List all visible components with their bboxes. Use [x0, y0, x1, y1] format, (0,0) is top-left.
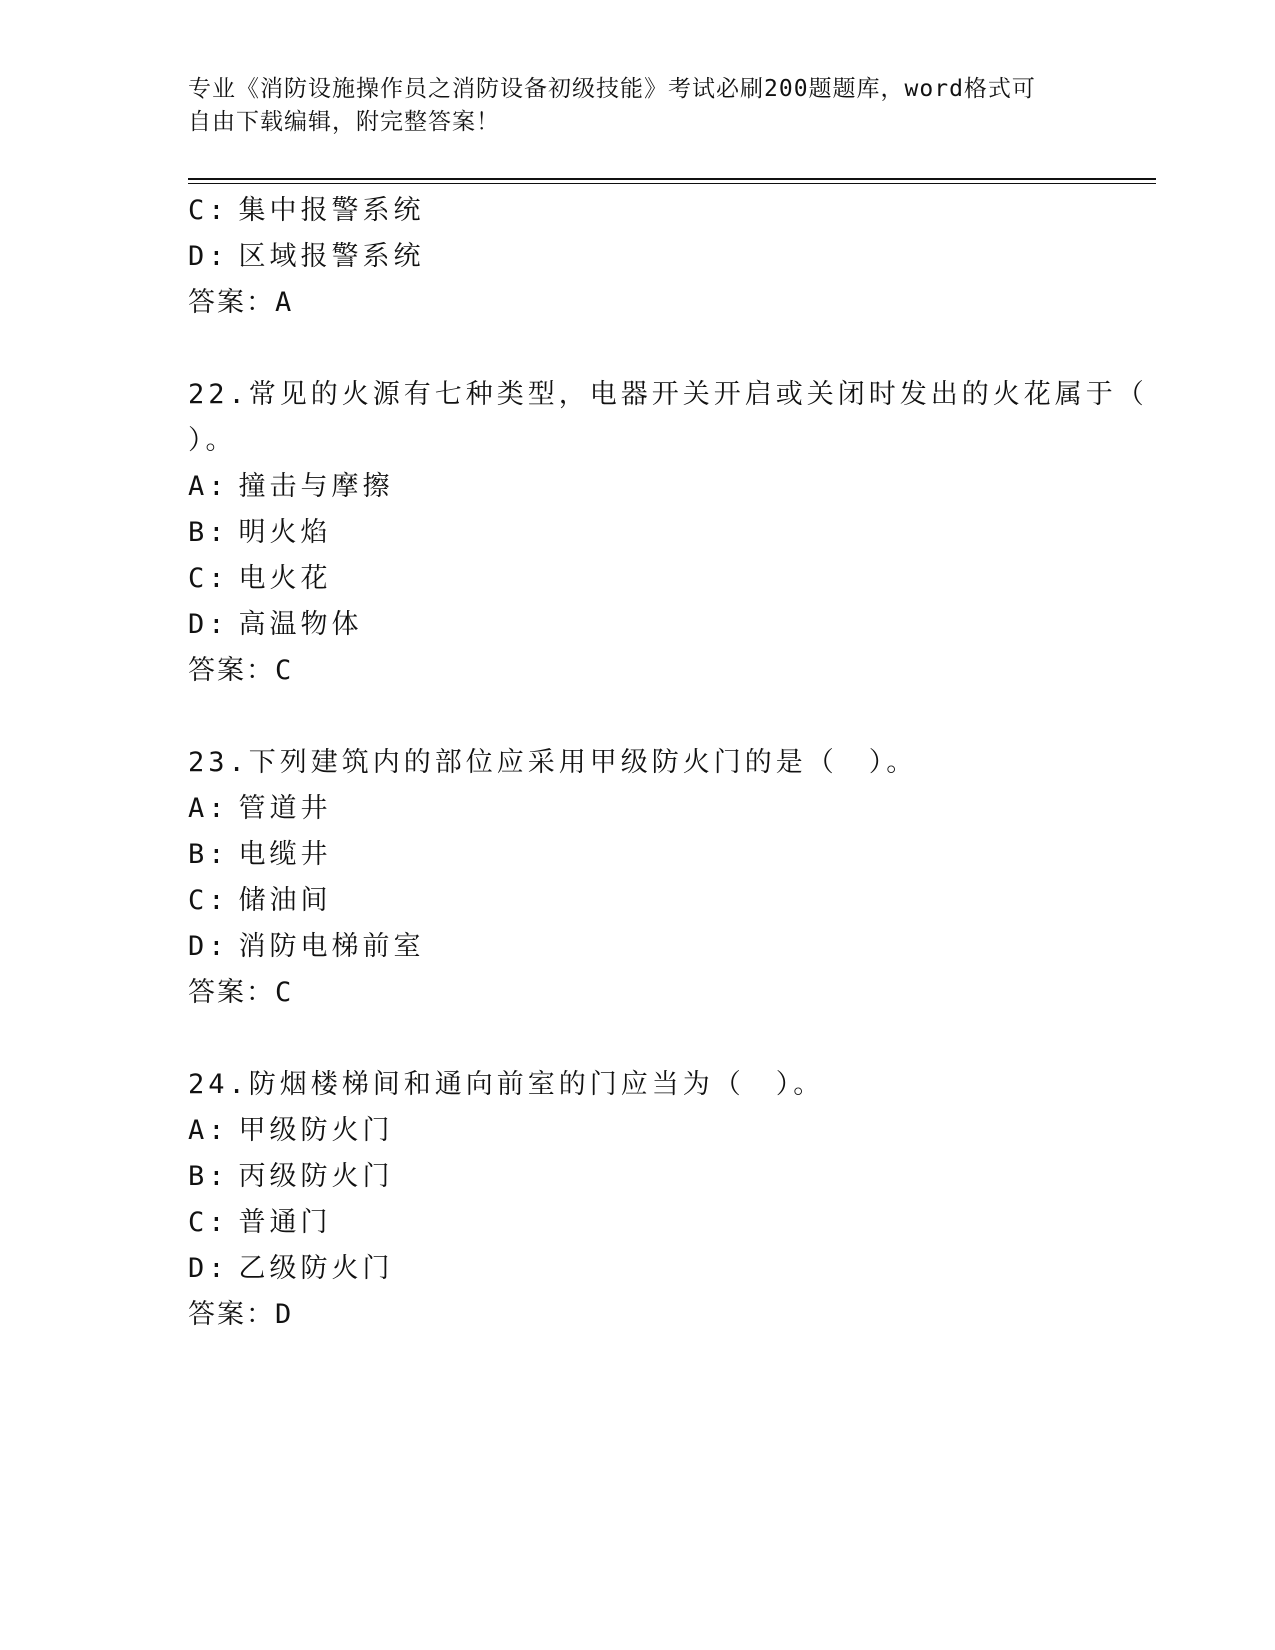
- option-letter: C:: [188, 1207, 229, 1238]
- header-divider-thin: [188, 183, 1156, 184]
- option-b: [188, 832, 1068, 878]
- spacer: [188, 326, 1068, 372]
- option-c: [188, 1200, 1068, 1246]
- option-text: 区域报警系统: [238, 241, 425, 272]
- option-letter: C:: [188, 563, 229, 594]
- header-line-2: 自由下载编辑，附完整答案！: [188, 109, 500, 135]
- option-b: [188, 1154, 1068, 1200]
- question-stem: 22.常见的火源有七种类型，电器开关开启或关闭时发出的火花属于（: [188, 379, 1148, 410]
- answer-line: [188, 280, 1068, 326]
- answer-value: D: [275, 1299, 296, 1330]
- question-22: [188, 372, 1148, 694]
- option-letter: A:: [188, 1115, 229, 1146]
- option-letter: B:: [188, 839, 229, 870]
- answer-line: [188, 970, 1068, 1016]
- option-letter: C:: [188, 195, 229, 226]
- header-divider-thick: [188, 178, 1156, 180]
- option-letter: A:: [188, 471, 229, 502]
- option-text: 管道井: [238, 793, 332, 824]
- answer-label: 答案：: [188, 977, 275, 1008]
- question-21-continued: [188, 188, 1068, 326]
- option-c: [188, 556, 1068, 602]
- option-b: [188, 510, 1068, 556]
- answer-value: C: [275, 655, 296, 686]
- question-list: [188, 188, 1148, 1338]
- option-text: 电火花: [238, 563, 332, 594]
- option-d: [188, 1246, 1068, 1292]
- question-stem: 24.防烟楼梯间和通向前室的门应当为（ ）。: [188, 1069, 825, 1100]
- option-text: 集中报警系统: [238, 195, 425, 226]
- option-text: 普通门: [238, 1207, 332, 1238]
- question-stem-continued: ）。: [188, 425, 237, 456]
- option-c: [188, 188, 1068, 234]
- option-d: [188, 602, 1068, 648]
- answer-label: 答案：: [188, 655, 275, 686]
- spacer: [188, 694, 1068, 740]
- option-letter: D:: [188, 1253, 229, 1284]
- option-a: [188, 464, 1068, 510]
- option-a: [188, 786, 1068, 832]
- option-letter: D:: [188, 241, 229, 272]
- option-text: 甲级防火门: [238, 1115, 394, 1146]
- spacer: [188, 1016, 1068, 1062]
- option-c: [188, 878, 1068, 924]
- option-letter: D:: [188, 931, 229, 962]
- option-d: [188, 924, 1068, 970]
- option-letter: B:: [188, 517, 229, 548]
- answer-value: C: [275, 977, 296, 1008]
- answer-label: 答案：: [188, 287, 275, 318]
- option-d: [188, 234, 1068, 280]
- header-line-1: 专业《消防设施操作员之消防设备初级技能》考试必刷200题题库，word格式可: [188, 76, 1036, 102]
- option-text: 明火焰: [238, 517, 332, 548]
- option-text: 高温物体: [238, 609, 363, 640]
- answer-value: A: [275, 287, 296, 318]
- option-a: [188, 1108, 1068, 1154]
- question-23: [188, 740, 1068, 1016]
- answer-line: [188, 1292, 1068, 1338]
- option-letter: B:: [188, 1161, 229, 1192]
- option-text: 电缆井: [238, 839, 332, 870]
- option-text: 消防电梯前室: [238, 931, 425, 962]
- option-letter: D:: [188, 609, 229, 640]
- option-text: 乙级防火门: [238, 1253, 394, 1284]
- question-24: [188, 1062, 1068, 1338]
- document-header: [188, 73, 1068, 139]
- answer-line: [188, 648, 1068, 694]
- option-text: 丙级防火门: [238, 1161, 394, 1192]
- question-stem: 23.下列建筑内的部位应采用甲级防火门的是（ ）。: [188, 747, 918, 778]
- option-text: 储油间: [238, 885, 332, 916]
- option-letter: C:: [188, 885, 229, 916]
- option-letter: A:: [188, 793, 229, 824]
- option-text: 撞击与摩擦: [238, 471, 394, 502]
- answer-label: 答案：: [188, 1299, 275, 1330]
